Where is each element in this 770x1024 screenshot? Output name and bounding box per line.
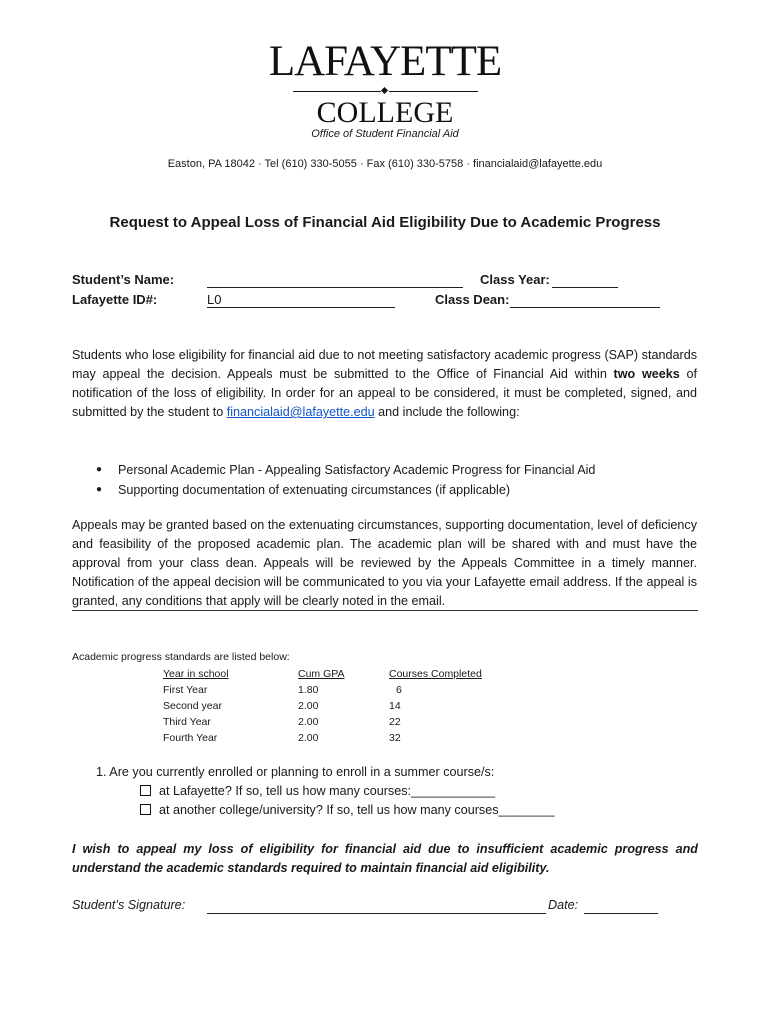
class-year-field[interactable] [552,273,618,288]
logo-diamond-rule [293,87,478,97]
cell-courses: 22 [389,716,401,728]
header-courses: Courses Completed [389,668,482,680]
declaration: I wish to appeal my loss of eligibility for financial aid due to insufficient academic progress and understand the academic standards required to maintain financial aid eligibility. [72,842,698,875]
date-label: Date: [548,898,579,912]
table-row [163,730,499,746]
id-label: Lafayette ID#: [72,292,158,307]
table-row [163,714,499,730]
student-name-label: Student’s Name: [72,272,175,287]
table-header-row [163,666,499,682]
intro-bold: two weeks [613,367,680,381]
id-prefix: L0 [207,292,222,307]
logo-line-1: LAFAYETTE [268,38,502,85]
lafayette-checkbox[interactable] [140,785,151,796]
option-other-label: at another college/university? If so, tell us how many courses________ [159,803,555,817]
email-link[interactable]: financialaid@lafayette.edu [226,405,375,419]
appeals-paragraph: Appeals may be granted based on the extenuating circumstances, supporting documentation, level of deficiency and feasibility of the proposed academic plan. The academic plan will be shared with and must have the approval from your class dean. Appeals will be reviewed by the Appeals Committee in a timely manner. Notification of the appeal decision will be communicated to you via your Lafayette email address. If the appeal is granted, any conditions that apply will be clearly noted in the email. [72,518,697,608]
cell-courses: 6 [396,684,402,696]
cell-year: Fourth Year [163,732,218,744]
cell-year: Second year [163,700,222,712]
office-name: Office of Student Financial Aid [311,128,459,140]
signature-field[interactable] [207,899,546,914]
cell-courses: 32 [389,732,401,744]
diamond-icon [381,87,389,95]
logo-line-2: COLLEGE [316,96,454,129]
signature-label: Student’s Signature: [72,898,186,912]
cell-courses: 14 [389,700,401,712]
question-summer: 1. Are you currently enrolled or planning to enroll in a summer course/s: [96,765,495,779]
student-name-field[interactable] [207,273,463,288]
class-year-label: Class Year: [480,272,550,287]
class-dean-field[interactable] [510,293,660,308]
cell-gpa: 2.00 [298,716,319,728]
class-dean-label: Class Dean: [435,292,510,307]
cell-gpa: 2.00 [298,732,319,744]
form-title: Request to Appeal Loss of Financial Aid Eligibility Due to Academic Progress [109,214,661,231]
divider [72,610,698,611]
header-year: Year in school [163,668,229,680]
requirements-list [96,460,595,500]
header-gpa: Cum GPA [298,668,345,680]
table-row [163,682,499,698]
other-college-checkbox[interactable] [140,804,151,815]
cell-year: First Year [163,684,208,696]
option-other-college [140,803,555,817]
list-item: ● Personal Academic Plan - Appealing Satisfactory Academic Progress for Financial Aid [96,460,595,480]
intro-text-1: Students who lose eligibility for financial aid due to not meeting satisfactory academic progress (SAP) standards may appeal the decision. Appeals must be submitted to the Office of Financial Aid within [72,348,697,381]
standards-intro: Academic progress standards are listed below: [72,651,290,663]
contact-info: Easton, PA 18042 · Tel (610) 330-5055 · Fax (610) 330-5758 · financialaid@lafayette.edu [167,158,603,170]
option-lafayette [140,784,495,798]
intro-paragraph [72,346,697,422]
intro-text-2: of notification of the loss of eligibility. In order for an appeal to be considered, it must be completed, signed, and submitted by the student to [72,367,697,419]
cell-gpa: 2.00 [298,700,319,712]
college-logo [0,40,770,128]
option-lafayette-label: at Lafayette? If so, tell us how many courses:____________ [159,784,496,798]
cell-year: Third Year [163,716,211,728]
date-field[interactable] [584,899,658,914]
list-item: ● Supporting documentation of extenuating circumstances (if applicable) [96,480,595,500]
table-row [163,698,499,714]
standards-table [163,666,499,746]
cell-gpa: 1.80 [298,684,319,696]
intro-text-3: and include the following: [374,405,520,419]
id-field[interactable] [207,292,395,308]
